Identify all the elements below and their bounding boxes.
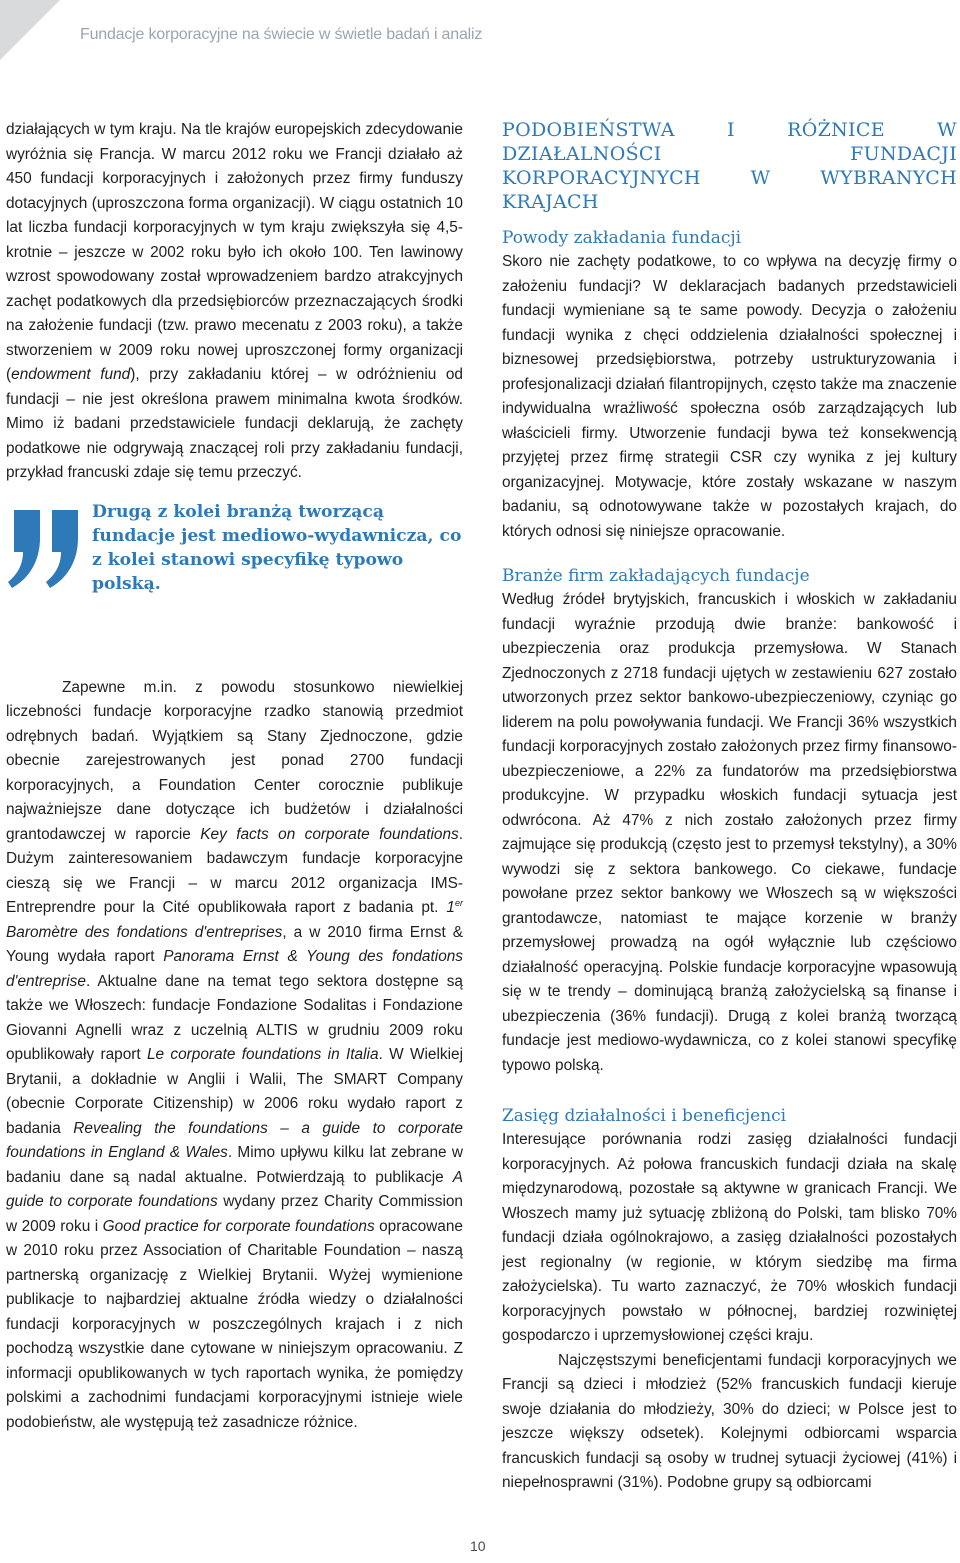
subsection-heading: Powody zakładania fundacji [502,228,742,248]
text-run: , a w 2010 firma Ernst & Young wydała raport [6,923,463,965]
superscript: er [454,897,463,908]
italic-title: Le corporate foundations in Italia [146,1046,379,1063]
text-run: Baromètre des fondations d'entreprises [6,923,283,941]
text-run: wydany przez Charity Commission w 2009 roku i [6,1193,463,1235]
body-paragraph [6,118,463,486]
body-paragraph [6,676,463,1436]
pull-quote [6,486,463,676]
text-run: . Mimo upływu kilku lat zebrane w badaniu dane są nadal aktualne. Potwierdzają to publikacje [6,1144,463,1186]
running-header-title: Fundacje korporacyjne na świecie w świetle badań i analiz [80,26,483,43]
italic-title: Good practice for corporate foundations [102,1217,375,1235]
italic-title: Panorama Ernst & Young des fondations d'entreprise [6,948,464,990]
text-run: 1 [446,899,455,916]
right-column [502,118,957,1496]
text-run: Zapewne m.in. z powodu stosunkowo niewielkiej liczebności fundacje korporacyjne rzadko stanowią przedmiot odrębnych badań. Wyjątkiem są Stany Zjednoczone, gdzie obecnie zarejestrowanych jest ponad 2700 fundacji korporacyjnych, a Foundation Center corocznie publikuje najważniejsze dane dotyczące ich budżetów i działalności grantodawczej w raporcie [6,678,463,843]
left-column [6,118,463,1435]
text-run: . Dużym zainteresowaniem badawczym fundacje korporacyjne cieszą się we Francji – w marcu 2012 organizacja IMS-Entreprendre pour la Cité opublikowała raport z badania pt. [6,825,463,916]
italic-title: A guide to corporate foundations [6,1168,463,1210]
closing-quote-icon [8,504,88,594]
subsection-heading: Branże firm zakładających fundacje [502,566,810,586]
text-run: . Aktualne dane na temat tego sektora dostępne są także we Włoszech: fundacje Fondazione Sodalitas i Fondazione Giovanni Agnelli wraz z uczelnią ALTIS w grudniu 2009 roku opublikowały raport [6,972,463,1063]
body-paragraph: Najczęstszymi beneficjentami fundacji korporacyjnych we Francji są dzieci i młodzież (52% francuskich fundacji kieruje swoje działania do młodzieży, 30% do dzieci; w Polsce jest to jeszcze większy odsetek). Kolejnymi odbiorcami wsparcia francuskich fundacji są osoby w trudnej sytuacji życiowej (41%) i niepełnosprawni (31%). Podobne grupy są odbiorcami [502,1351,957,1491]
page-header [0,0,960,78]
text-run: działających w tym kraju. Na tle krajów europejskich zdecydowanie wyróżnia się Francja. W marcu 2012 roku we Francji działało aż 450 fundacji korporacyjnych i założonych przez firmy funduszy dotacyjnych (uproszczona forma organizacji). W ciągu ostatnich 10 lat liczba fundacji korporacyjnych w tym kraju zwiększyła się 4,5-krotnie – jeszcze w 2002 roku było ich około 100. Ten lawinowy wzrost spowodowany został wprowadzeniem bardzo atrakcyjnych zachęt podatkowych dla przedsiębiorców przeznaczających środki na założenie fundacji (tzw. prawo mecenatu z 2003 roku), a także stworzeniem w 2009 roku nowej uproszczonej formy organizacji ( [6,121,463,383]
body-paragraph: Skoro nie zachęty podatkowe, to co wpływa na decyzję firmy o założeniu fundacji? W deklaracjach badanych przedstawicieli fundacji wymieniane są te same powody. Decyzja o założeniu fundacji wynika z chęci oddzielenia działalności społecznej i biznesowej przedsiębiorstwa, potrzeby ustrukturyzowania i profesjonalizacji działań filantropijnych, często także ma znaczenie indywidualna wrażliwość społeczna osób zarządzających lub właścicieli firmy. Utworzenie fundacji bywa też konsekwencją przyjętej przez firmę strategii CSR czy wynika z jej kultury organizacyjnej. Motywacje, które zostały wskazane w naszym badaniu, są odnotowywane także w pozostałych krajach, do których odnosi się niniejsze opracowanie. [502,253,957,540]
section-heading: PODOBIEŃSTWA I RÓŻNICE W DZIAŁALNOŚCI FUNDACJI KORPORACYJNYCH W WYBRANYCH KRAJACH [502,119,957,213]
italic-title: Key facts on corporate foundations [200,825,459,843]
italic-title: Revealing the foundations – a guide to corporate foundations in England & Wales [6,1119,463,1161]
corner-triangle-decoration [0,0,60,60]
text-run: . W Wielkiej Brytanii, a dokładnie w Anglii i Walii, The SMART Company (obecnie Corporate Citizenship) w 2006 roku wydało raport z badania [6,1046,463,1137]
pull-quote-text: Drugą z kolei branżą tworzącą fundacje jest mediowo-wydawnicza, co z kolei stanowi specyfikę typowo polską. [92,501,462,594]
page-number: 10 [470,1538,486,1554]
italic-term: endowment fund [11,366,131,383]
text-run: ), przy zakładaniu której – w odróżnieniu od fundacji – nie jest określona prawem minimalna kwota środków. Mimo iż badani przedstawiciele fundacji deklarują, że zachęty podatkowe nie odgrywają znaczącej roli przy zakładaniu fundacji, przykład francuski zdaje się temu przeczyć. [6,366,463,481]
text-run: opracowane w 2010 roku przez Association of Charitable Foundation – naszą partnerską organizację z Wielkiej Brytanii. Wyżej wymienione publikacje to najbardziej aktualne źródła wiedzy o działalności fundacji korporacyjnych w poszczególnych krajach i z nich pochodzą wszystkie dane cytowane w niniejszym opracowaniu. Z informacji opublikowanych w tych raportach wynika, że pomiędzy polskimi a zachodnimi fundacjami korporacyjnymi istnieje wiele podobieństw, ale występują też zasadnicze różnice. [6,1217,463,1431]
body-paragraph: Interesujące porównania rodzi zasięg działalności fundacji korporacyjnych. Aż połowa francuskich fundacji działa na skalę międzynarodową, pozostałe są aktywne w granicach Francji. We Włoszech mamy już sytuację zbliżoną do Polski, tam blisko 70% fundacji działa ogólnokrajowo, a zasięg działalności pozostałych jest regionalny (w regionie, w którym siedzibę ma firma założycielska). Tu warto zaznaczyć, że 70% włoskich fundacji korporacyjnych powstało w północnej, bardziej rozwiniętej gospodarczo i uprzemysłowionej części kraju. [502,1131,957,1344]
body-paragraph: Według źródeł brytyjskich, francuskich i włoskich w zakładaniu fundacji wyraźnie przodują dwie branże: bankowość i ubezpieczenia oraz produkcja przemysłowa. W Stanach Zjednoczonych z 2718 fundacji ujętych w zestawieniu 627 zostało utworzonych przez sektor bankowo-ubezpieczeniowy, czyniąc go liderem na polu powoływania fundacji. We Francji 36% wszystkich fundacji korporacyjnych zostało założonych przez firmy finansowo-ubezpieczeniowe, a 22% za fundatorów ma przedsiębiorstwa produkcyjne. W przypadku włoskich fundacji sytuacja jest odwrócona. Aż 47% z nich zostało założonych przez firmy zajmujące się produkcją (często jest to przemysł tekstylny), a 30% wywodzi się z sektora bankowego. Co ciekawe, fundacje powołane przez sektor bankowy we Włoszech są w większości grantodawcze, natomiast te mające korzenie w branży przemysłowej prowadzą na ogół wyłącznie lub częściowo działalność operacyjną. Polskie fundacje korporacyjne wpasowują się w te trendy – dominującą branżą założycielską są finanse i ubezpieczenia (36% fundacji). Drugą z kolei branżą tworzącą fundacje jest mediowo-wydawnicza, co z kolei stanowi specyfikę typowo polską. [502,591,957,1074]
subsection-heading: Zasięg działalności i beneficjenci [502,1106,787,1126]
